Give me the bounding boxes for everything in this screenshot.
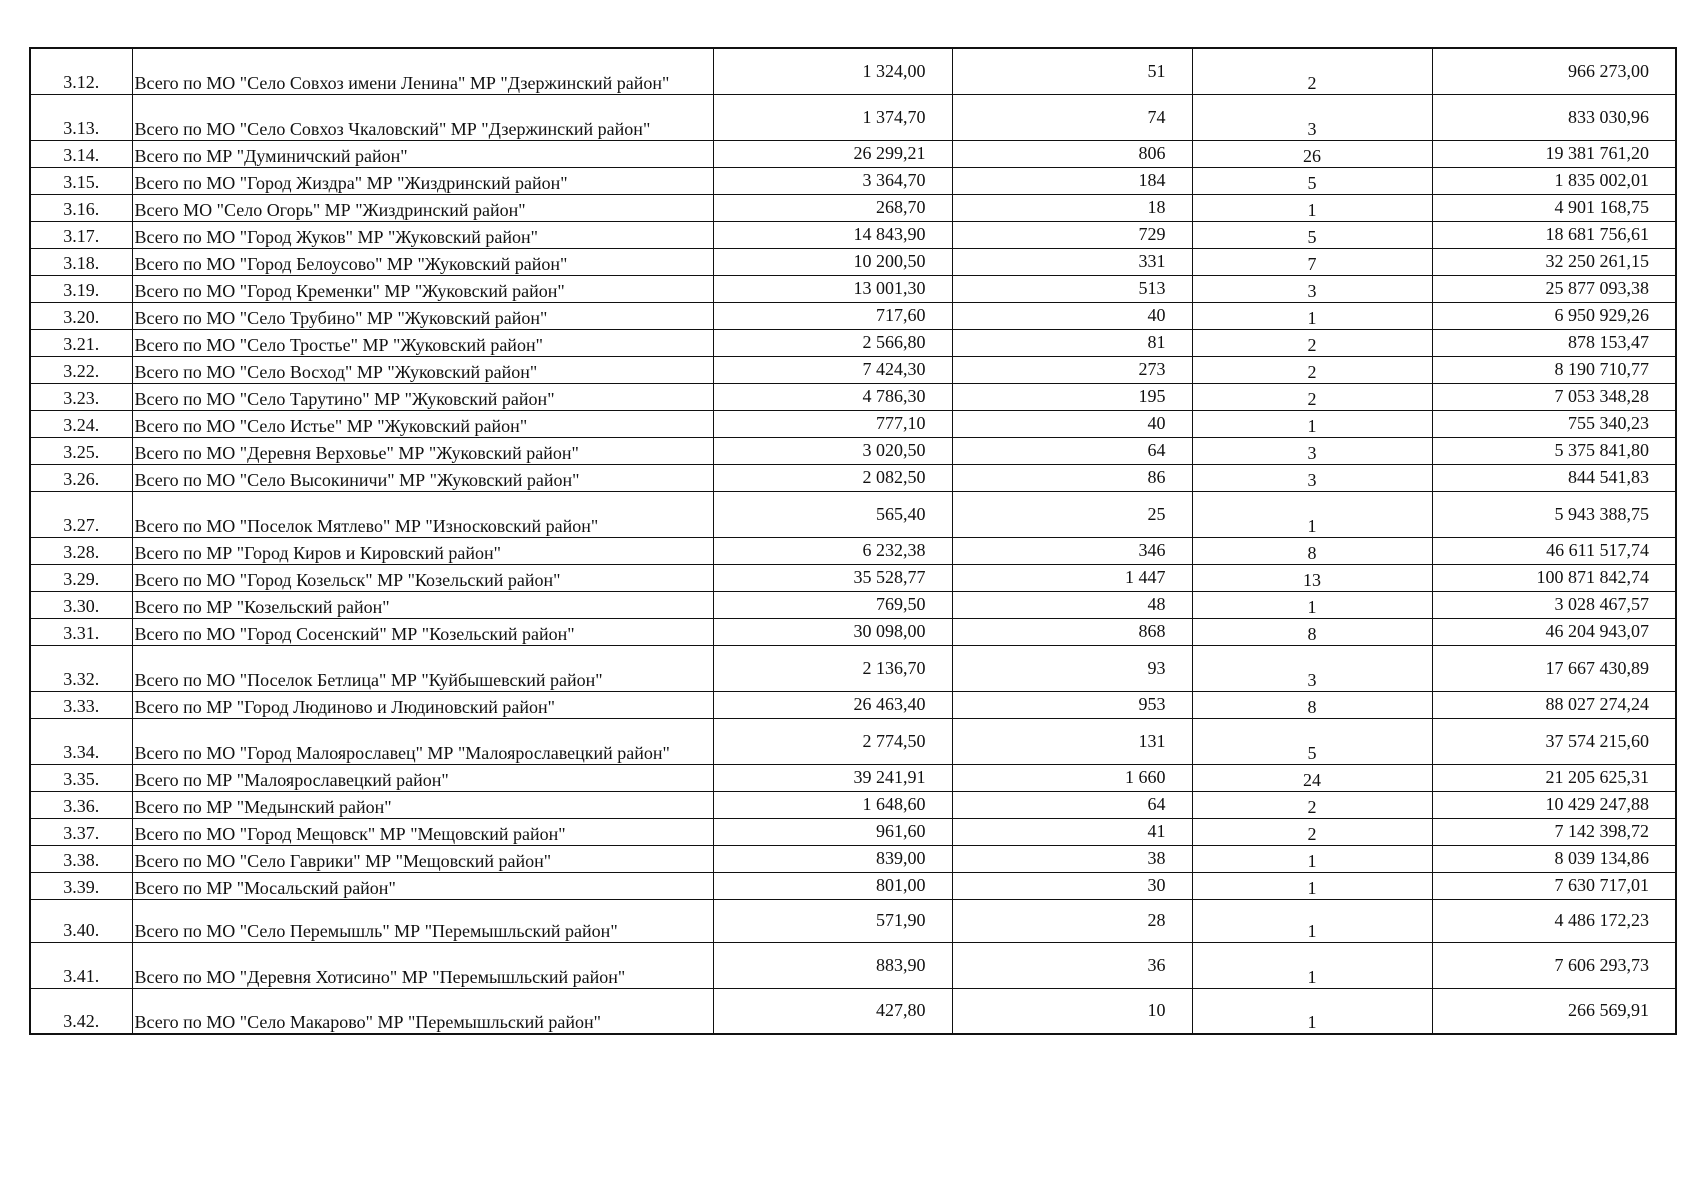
municipality-name: Всего по МО "Село Совхоз Чкаловский" МР "Дзержинский район" [132,94,713,140]
table-row [30,329,1676,356]
area-value: 2 136,70 [713,645,952,691]
residents-count: 806 [952,140,1192,167]
area-value: 883,90 [713,942,952,988]
houses-count: 3 [1192,437,1432,464]
amount-value: 6 950 929,26 [1432,302,1676,329]
table-row [30,899,1676,942]
area-value: 2 566,80 [713,329,952,356]
amount-value: 88 027 274,24 [1432,691,1676,718]
area-value: 1 324,00 [713,48,952,94]
row-number: 3.19. [30,275,132,302]
row-number: 3.17. [30,221,132,248]
amount-value: 100 871 842,74 [1432,564,1676,591]
municipality-name: Всего по МО "Село Тарутино" МР "Жуковский район" [132,383,713,410]
area-value: 7 424,30 [713,356,952,383]
table-row [30,537,1676,564]
area-value: 26 463,40 [713,691,952,718]
amount-value: 1 835 002,01 [1432,167,1676,194]
houses-count: 1 [1192,899,1432,942]
houses-count: 2 [1192,791,1432,818]
amount-value: 4 486 172,23 [1432,899,1676,942]
table-row [30,410,1676,437]
amount-value: 4 901 168,75 [1432,194,1676,221]
row-number: 3.34. [30,718,132,764]
table-row [30,872,1676,899]
amount-value: 17 667 430,89 [1432,645,1676,691]
municipality-name: Всего по МО "Село Тростье" МР "Жуковский район" [132,329,713,356]
area-value: 3 364,70 [713,167,952,194]
houses-count: 2 [1192,48,1432,94]
houses-count: 7 [1192,248,1432,275]
houses-count: 5 [1192,718,1432,764]
area-value: 839,00 [713,845,952,872]
area-value: 30 098,00 [713,618,952,645]
houses-count: 1 [1192,491,1432,537]
table-row [30,591,1676,618]
area-value: 2 774,50 [713,718,952,764]
municipality-name: Всего по МО "Село Восход" МР "Жуковский район" [132,356,713,383]
residents-count: 273 [952,356,1192,383]
amount-value: 8 190 710,77 [1432,356,1676,383]
residents-count: 195 [952,383,1192,410]
area-value: 769,50 [713,591,952,618]
table-row [30,356,1676,383]
municipality-name: Всего по МО "Город Белоусово" МР "Жуковский район" [132,248,713,275]
houses-count: 5 [1192,221,1432,248]
municipality-name: Всего по МО "Город Мещовск" МР "Мещовский район" [132,818,713,845]
table-row [30,645,1676,691]
residents-count: 184 [952,167,1192,194]
houses-count: 8 [1192,691,1432,718]
residents-count: 868 [952,618,1192,645]
municipality-name: Всего по МР "Город Киров и Кировский район" [132,537,713,564]
municipality-name: Всего по МО "Село Совхоз имени Ленина" МР "Дзержинский район" [132,48,713,94]
municipality-name: Всего по МО "Город Сосенский" МР "Козельский район" [132,618,713,645]
municipality-name: Всего по МР "Медынский район" [132,791,713,818]
amount-value: 7 606 293,73 [1432,942,1676,988]
residents-count: 513 [952,275,1192,302]
row-number: 3.25. [30,437,132,464]
amount-value: 5 375 841,80 [1432,437,1676,464]
municipality-name: Всего по МО "Село Трубино" МР "Жуковский район" [132,302,713,329]
table-row [30,248,1676,275]
row-number: 3.14. [30,140,132,167]
row-number: 3.33. [30,691,132,718]
row-number: 3.31. [30,618,132,645]
amount-value: 3 028 467,57 [1432,591,1676,618]
residents-count: 93 [952,645,1192,691]
table-row [30,275,1676,302]
residents-count: 40 [952,302,1192,329]
municipality-name: Всего по МО "Город Жиздра" МР "Жиздринский район" [132,167,713,194]
houses-count: 1 [1192,845,1432,872]
residents-count: 81 [952,329,1192,356]
municipality-name: Всего по МО "Город Малоярославец" МР "Малоярославецкий район" [132,718,713,764]
municipality-name: Всего по МО "Село Высокиничи" МР "Жуковский район" [132,464,713,491]
amount-value: 844 541,83 [1432,464,1676,491]
houses-count: 3 [1192,464,1432,491]
municipality-name: Всего по МО "Село Истье" МР "Жуковский район" [132,410,713,437]
table-row [30,845,1676,872]
table-row [30,167,1676,194]
row-number: 3.26. [30,464,132,491]
table-row [30,718,1676,764]
area-value: 801,00 [713,872,952,899]
area-value: 4 786,30 [713,383,952,410]
houses-count: 3 [1192,275,1432,302]
residents-count: 18 [952,194,1192,221]
row-number: 3.40. [30,899,132,942]
residents-count: 1 447 [952,564,1192,591]
houses-count: 3 [1192,94,1432,140]
residents-count: 64 [952,437,1192,464]
area-value: 565,40 [713,491,952,537]
table-row [30,764,1676,791]
row-number: 3.29. [30,564,132,591]
amount-value: 266 569,91 [1432,988,1676,1034]
houses-count: 24 [1192,764,1432,791]
residents-count: 25 [952,491,1192,537]
row-number: 3.27. [30,491,132,537]
residents-count: 28 [952,899,1192,942]
row-number: 3.39. [30,872,132,899]
houses-count: 2 [1192,356,1432,383]
municipality-name: Всего по МО "Поселок Мятлево" МР "Износковский район" [132,491,713,537]
amount-value: 10 429 247,88 [1432,791,1676,818]
municipality-name: Всего по МО "Село Макарово" МР "Перемышльский район" [132,988,713,1034]
residents-count: 38 [952,845,1192,872]
data-table [29,47,1677,1035]
houses-count: 1 [1192,302,1432,329]
table-row [30,818,1676,845]
row-number: 3.21. [30,329,132,356]
table-row [30,383,1676,410]
table-row [30,221,1676,248]
houses-count: 1 [1192,988,1432,1034]
row-number: 3.16. [30,194,132,221]
row-number: 3.22. [30,356,132,383]
area-value: 13 001,30 [713,275,952,302]
houses-count: 2 [1192,818,1432,845]
amount-value: 7 053 348,28 [1432,383,1676,410]
amount-value: 7 630 717,01 [1432,872,1676,899]
houses-count: 26 [1192,140,1432,167]
table-row [30,194,1676,221]
amount-value: 21 205 625,31 [1432,764,1676,791]
area-value: 35 528,77 [713,564,952,591]
row-number: 3.41. [30,942,132,988]
area-value: 3 020,50 [713,437,952,464]
row-number: 3.32. [30,645,132,691]
area-value: 14 843,90 [713,221,952,248]
municipality-name: Всего по МО "Город Козельск" МР "Козельский район" [132,564,713,591]
row-number: 3.42. [30,988,132,1034]
residents-count: 953 [952,691,1192,718]
row-number: 3.12. [30,48,132,94]
table-row [30,48,1676,94]
houses-count: 5 [1192,167,1432,194]
municipality-name: Всего по МР "Город Людиново и Людиновский район" [132,691,713,718]
residents-count: 40 [952,410,1192,437]
municipality-name: Всего по МР "Мосальский район" [132,872,713,899]
municipality-name: Всего по МР "Малоярославецкий район" [132,764,713,791]
amount-value: 46 204 943,07 [1432,618,1676,645]
row-number: 3.35. [30,764,132,791]
area-value: 6 232,38 [713,537,952,564]
table-row [30,691,1676,718]
row-number: 3.36. [30,791,132,818]
houses-count: 8 [1192,537,1432,564]
houses-count: 3 [1192,645,1432,691]
municipality-name: Всего по МО "Поселок Бетлица" МР "Куйбышевский район" [132,645,713,691]
residents-count: 729 [952,221,1192,248]
table-body [30,48,1676,1034]
amount-value: 37 574 215,60 [1432,718,1676,764]
table-row [30,491,1676,537]
amount-value: 755 340,23 [1432,410,1676,437]
table-row [30,437,1676,464]
houses-count: 1 [1192,591,1432,618]
amount-value: 5 943 388,75 [1432,491,1676,537]
amount-value: 7 142 398,72 [1432,818,1676,845]
row-number: 3.15. [30,167,132,194]
houses-count: 1 [1192,194,1432,221]
amount-value: 8 039 134,86 [1432,845,1676,872]
residents-count: 30 [952,872,1192,899]
table-row [30,140,1676,167]
houses-count: 1 [1192,942,1432,988]
row-number: 3.37. [30,818,132,845]
area-value: 1 374,70 [713,94,952,140]
residents-count: 10 [952,988,1192,1034]
houses-count: 8 [1192,618,1432,645]
area-value: 10 200,50 [713,248,952,275]
houses-count: 1 [1192,410,1432,437]
table-row [30,302,1676,329]
residents-count: 346 [952,537,1192,564]
amount-value: 966 273,00 [1432,48,1676,94]
row-number: 3.18. [30,248,132,275]
row-number: 3.38. [30,845,132,872]
municipality-name: Всего по МО "Деревня Верховье" МР "Жуковский район" [132,437,713,464]
area-value: 777,10 [713,410,952,437]
residents-count: 64 [952,791,1192,818]
table-row [30,464,1676,491]
municipality-name: Всего по МО "Деревня Хотисино" МР "Перемышльский район" [132,942,713,988]
municipality-name: Всего по МО "Город Жуков" МР "Жуковский район" [132,221,713,248]
row-number: 3.30. [30,591,132,618]
area-value: 571,90 [713,899,952,942]
row-number: 3.24. [30,410,132,437]
municipality-name: Всего по МО "Село Гаврики" МР "Мещовский район" [132,845,713,872]
municipality-name: Всего МО "Село Огорь" МР "Жиздринский район" [132,194,713,221]
amount-value: 18 681 756,61 [1432,221,1676,248]
amount-value: 19 381 761,20 [1432,140,1676,167]
amount-value: 833 030,96 [1432,94,1676,140]
table-row [30,791,1676,818]
amount-value: 878 153,47 [1432,329,1676,356]
amount-value: 25 877 093,38 [1432,275,1676,302]
houses-count: 2 [1192,329,1432,356]
houses-count: 1 [1192,872,1432,899]
area-value: 2 082,50 [713,464,952,491]
table-row [30,942,1676,988]
area-value: 26 299,21 [713,140,952,167]
area-value: 1 648,60 [713,791,952,818]
row-number: 3.13. [30,94,132,140]
row-number: 3.28. [30,537,132,564]
residents-count: 86 [952,464,1192,491]
table-row [30,564,1676,591]
table-row [30,988,1676,1034]
row-number: 3.23. [30,383,132,410]
houses-count: 13 [1192,564,1432,591]
houses-count: 2 [1192,383,1432,410]
area-value: 427,80 [713,988,952,1034]
amount-value: 32 250 261,15 [1432,248,1676,275]
row-number: 3.20. [30,302,132,329]
residents-count: 131 [952,718,1192,764]
residents-count: 51 [952,48,1192,94]
residents-count: 74 [952,94,1192,140]
residents-count: 36 [952,942,1192,988]
residents-count: 41 [952,818,1192,845]
area-value: 39 241,91 [713,764,952,791]
municipality-name: Всего по МР "Думиничский район" [132,140,713,167]
residents-count: 48 [952,591,1192,618]
table-row [30,94,1676,140]
residents-count: 1 660 [952,764,1192,791]
municipality-name: Всего по МР "Козельский район" [132,591,713,618]
area-value: 717,60 [713,302,952,329]
area-value: 961,60 [713,818,952,845]
residents-count: 331 [952,248,1192,275]
amount-value: 46 611 517,74 [1432,537,1676,564]
municipality-name: Всего по МО "Село Перемышль" МР "Перемышльский район" [132,899,713,942]
municipality-name: Всего по МО "Город Кременки" МР "Жуковский район" [132,275,713,302]
area-value: 268,70 [713,194,952,221]
table-row [30,618,1676,645]
